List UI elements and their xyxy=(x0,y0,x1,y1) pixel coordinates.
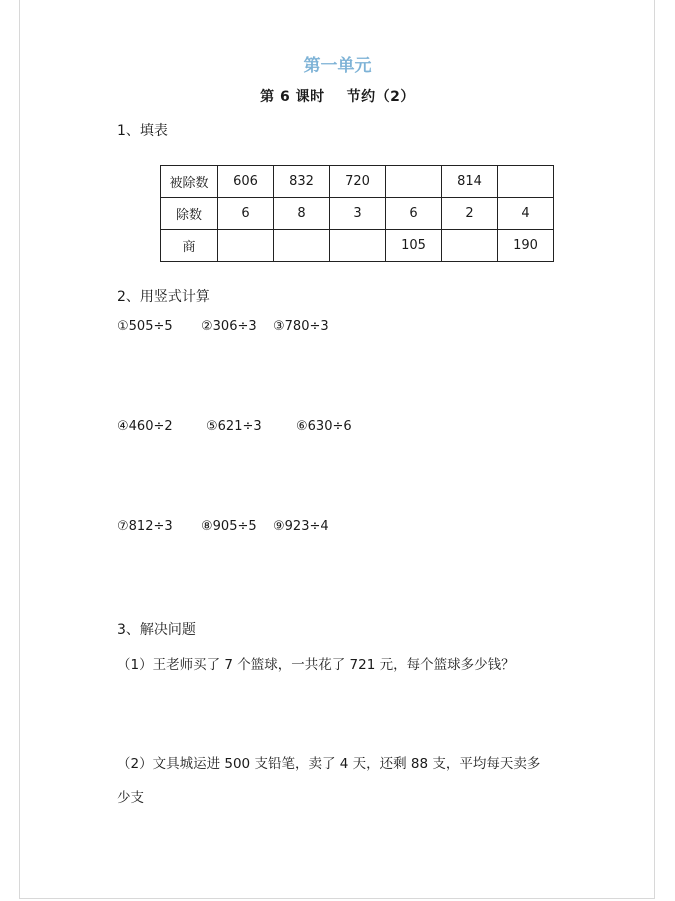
table-row xyxy=(161,230,554,262)
table-cell: 606 xyxy=(218,166,274,198)
table-cell: 2 xyxy=(442,198,498,230)
calc-row xyxy=(117,319,329,334)
table-cell xyxy=(330,230,386,262)
row-label: 商 xyxy=(161,230,218,262)
table-cell: 720 xyxy=(330,166,386,198)
table-cell: 105 xyxy=(386,230,442,262)
table-cell: 832 xyxy=(274,166,330,198)
word-problem-2: （2）文具城运进 500 支铅笔，卖了 4 天，还剩 88 支，平均每天卖多 xyxy=(117,756,541,772)
calc-problem: ③780÷3 xyxy=(273,319,329,334)
section2-heading: 2、用竖式计算 xyxy=(117,289,210,305)
section1-heading: 1、填表 xyxy=(117,123,168,139)
table-cell: 8 xyxy=(274,198,330,230)
row-label: 被除数 xyxy=(161,166,218,198)
calc-problem: ⑧905÷5 xyxy=(201,519,257,534)
section3-heading: 3、解决问题 xyxy=(117,622,196,638)
lesson-number: 第 6 课时 xyxy=(260,89,325,105)
row-label: 除数 xyxy=(161,198,218,230)
calc-problem: ⑤621÷3 xyxy=(206,419,262,434)
calc-problem: ⑨923÷4 xyxy=(273,519,329,534)
table-cell xyxy=(386,166,442,198)
calc-row xyxy=(117,419,352,434)
calc-problem: ②306÷3 xyxy=(201,319,257,334)
table-cell xyxy=(218,230,274,262)
table-cell: 814 xyxy=(442,166,498,198)
table-cell: 6 xyxy=(218,198,274,230)
calc-problem: ④460÷2 xyxy=(117,419,173,434)
lesson-subtitle xyxy=(0,86,675,106)
table-cell xyxy=(442,230,498,262)
word-problem-1: （1）王老师买了 7 个篮球，一共花了 721 元，每个篮球多少钱？ xyxy=(117,657,515,673)
table-cell xyxy=(498,166,554,198)
calc-row xyxy=(117,519,329,534)
calc-problem: ⑦812÷3 xyxy=(117,519,173,534)
table-row xyxy=(161,198,554,230)
table-cell xyxy=(274,230,330,262)
table-cell: 3 xyxy=(330,198,386,230)
calc-problem: ⑥630÷6 xyxy=(296,419,352,434)
word-problem-2-continued: 少支 xyxy=(117,790,144,806)
table-cell: 190 xyxy=(498,230,554,262)
calc-problem: ①505÷5 xyxy=(117,319,173,334)
table-row xyxy=(161,166,554,198)
lesson-topic: 节约（2） xyxy=(346,89,415,105)
table-cell: 6 xyxy=(386,198,442,230)
unit-title: 第一单元 xyxy=(303,56,372,76)
table-cell: 4 xyxy=(498,198,554,230)
division-table xyxy=(160,165,554,262)
